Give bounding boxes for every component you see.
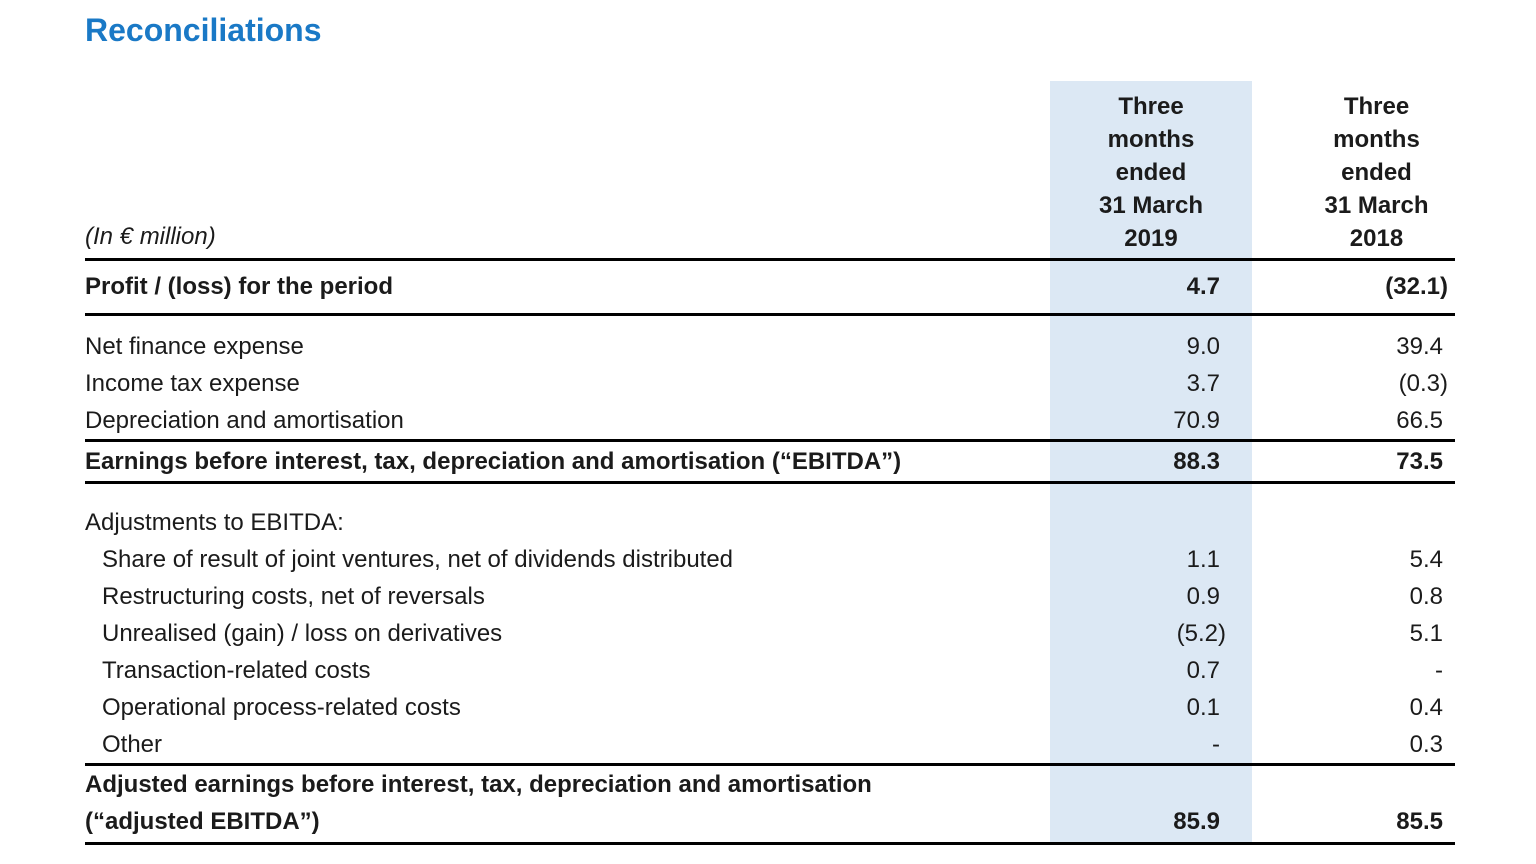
value-2018: 0.8 <box>1409 583 1443 610</box>
value-2019: 85.9 <box>1173 808 1220 835</box>
value-2019: 0.1 <box>1186 694 1220 721</box>
value-2018: 66.5 <box>1396 407 1443 434</box>
row-label: Earnings before interest, tax, depreciation and amortisation (“EBITDA”) <box>85 448 902 475</box>
table-row <box>85 766 1455 845</box>
value-2019 <box>1050 504 1252 541</box>
row-label: Adjusted earnings before interest, tax, depreciation and amortisation (“adjusted EBITDA”) <box>85 771 872 835</box>
value-2018: 5.4 <box>1409 546 1443 573</box>
row-label: Profit / (loss) for the period <box>85 273 394 300</box>
row-label: Depreciation and amortisation <box>85 407 404 434</box>
row-label: Adjustments to EBITDA: <box>85 509 344 536</box>
value-2018: 85.5 <box>1396 808 1443 835</box>
table-row <box>85 726 1455 766</box>
table-row <box>85 442 1455 484</box>
value-2019: 0.9 <box>1186 583 1220 610</box>
value-2018 <box>1252 504 1455 541</box>
reconciliation-table <box>85 81 1455 845</box>
value-2019: 88.3 <box>1173 448 1220 475</box>
table-rows <box>85 261 1455 845</box>
table-row <box>85 365 1455 402</box>
row-label: Unrealised (gain) / loss on derivatives <box>102 620 503 647</box>
table-row <box>85 328 1455 365</box>
value-2018: 0.4 <box>1409 694 1443 721</box>
value-2019: 70.9 <box>1173 407 1220 434</box>
row-label: Transaction-related costs <box>102 657 371 684</box>
table-row <box>85 402 1455 442</box>
table-row <box>85 689 1455 726</box>
table-row <box>85 615 1455 652</box>
value-2018: 39.4 <box>1396 333 1443 360</box>
value-2019: 3.7 <box>1186 370 1220 397</box>
value-2018: 73.5 <box>1396 448 1443 475</box>
value-2019: (5.2) <box>1176 620 1226 647</box>
row-label: Restructuring costs, net of reversals <box>102 583 485 610</box>
unit-label: (In € million) <box>85 223 216 250</box>
table-row <box>85 261 1455 316</box>
value-2019: 9.0 <box>1186 333 1220 360</box>
value-2018: 0.3 <box>1409 731 1443 758</box>
value-2019: - <box>1212 731 1220 758</box>
value-2019: 4.7 <box>1186 273 1220 300</box>
table-row <box>85 504 1455 541</box>
value-2018: (0.3) <box>1398 370 1448 397</box>
row-label: Share of result of joint ventures, net of dividends distributed <box>102 546 734 573</box>
row-label: Operational process-related costs <box>102 694 461 721</box>
row-label: Net finance expense <box>85 333 304 360</box>
column-header-2019: Three months ended 31 March 2019 <box>1098 93 1204 252</box>
value-2019: 0.7 <box>1186 657 1220 684</box>
value-2018: 5.1 <box>1409 620 1443 647</box>
table-row <box>85 652 1455 689</box>
value-2018: (32.1) <box>1385 273 1448 300</box>
page-title: Reconciliations <box>85 12 322 48</box>
value-2018: - <box>1435 657 1443 684</box>
column-header-2018: Three months ended 31 March 2018 <box>1324 93 1429 252</box>
row-label: Other <box>102 731 163 758</box>
document-content <box>85 0 1455 845</box>
row-label: Income tax expense <box>85 370 300 397</box>
table-row <box>85 578 1455 615</box>
table-row <box>85 541 1455 578</box>
table-header-row <box>85 81 1455 261</box>
value-2019: 1.1 <box>1186 546 1220 573</box>
